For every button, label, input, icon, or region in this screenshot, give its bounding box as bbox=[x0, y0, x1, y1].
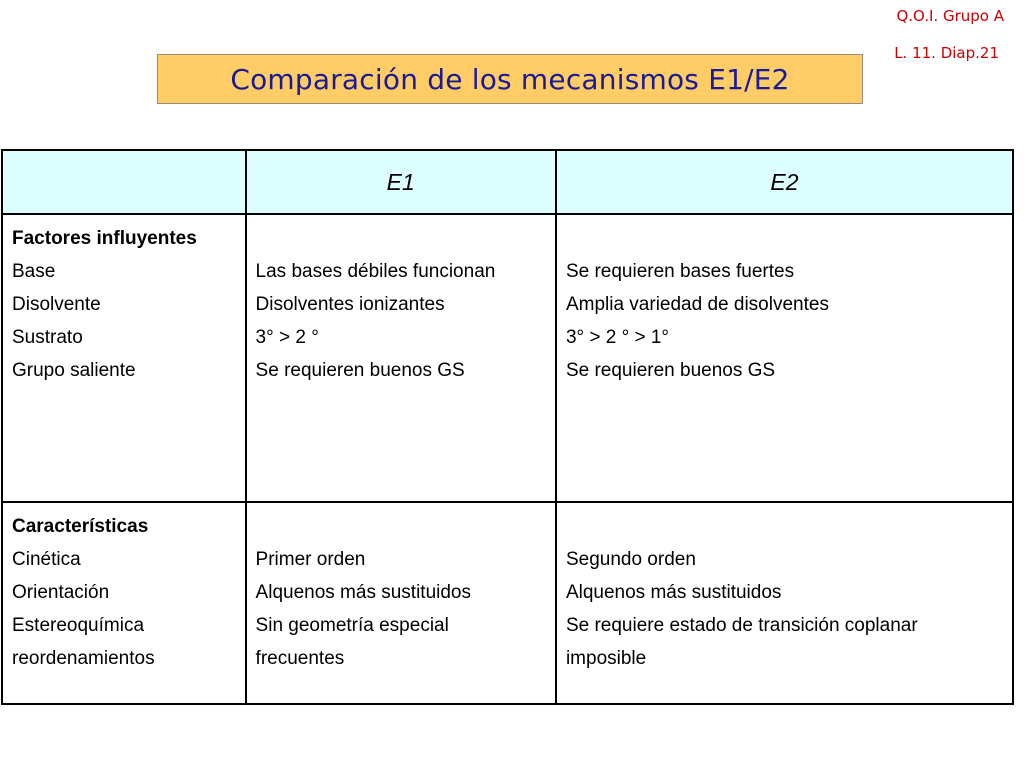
row-labels-cell bbox=[2, 502, 246, 704]
comparison-table bbox=[1, 149, 1014, 705]
e1-value: Disolventes ionizantes bbox=[255, 294, 445, 315]
header-cell-e2: E2 bbox=[556, 150, 1013, 214]
e2-value: Se requiere estado de transición coplanar bbox=[565, 615, 918, 636]
e2-value: 3° > 2 ° > 1° bbox=[565, 327, 670, 348]
e1-value: Primer orden bbox=[255, 549, 366, 570]
row-labels-cell bbox=[2, 214, 246, 502]
e2-value: Amplia variedad de disolventes bbox=[565, 294, 829, 315]
e1-values-cell bbox=[246, 214, 556, 502]
e2-value: Segundo orden bbox=[565, 549, 696, 570]
e1-value: Las bases débiles funcionan bbox=[255, 261, 496, 282]
row-label: Cinética bbox=[12, 549, 81, 570]
row-label: Disolvente bbox=[12, 294, 101, 315]
slide-course-label: Q.O.I. Grupo A bbox=[896, 7, 1004, 25]
header-cell-e1: E1 bbox=[246, 150, 556, 214]
row-label: Estereoquímica bbox=[12, 615, 145, 636]
e2-value: Se requieren buenos GS bbox=[565, 360, 776, 381]
row-label: reordenamientos bbox=[12, 648, 155, 669]
row-label: Sustrato bbox=[12, 327, 83, 348]
e1-value: Alquenos más sustituidos bbox=[255, 582, 471, 603]
row-label: Orientación bbox=[12, 582, 110, 603]
table-row-caracteristicas bbox=[2, 502, 1013, 704]
e2-values-cell bbox=[556, 502, 1013, 704]
e1-value: Se requieren buenos GS bbox=[255, 360, 465, 381]
slide-number-label: L. 11. Diap.21 bbox=[894, 44, 999, 62]
e2-value: imposible bbox=[565, 648, 647, 669]
e1-value: Sin geometría especial bbox=[255, 615, 449, 636]
e2-value: Se requieren bases fuertes bbox=[565, 261, 795, 282]
e2-value: Alquenos más sustituidos bbox=[565, 582, 782, 603]
header-cell-empty bbox=[2, 150, 246, 214]
slide-title: Comparación de los mecanismos E1/E2 bbox=[230, 62, 790, 96]
e1-value: frecuentes bbox=[255, 648, 345, 669]
row-heading: Factores influyentes bbox=[12, 228, 197, 249]
table-row-factores bbox=[2, 214, 1013, 502]
row-heading: Características bbox=[12, 516, 149, 537]
title-box bbox=[157, 54, 863, 104]
row-label: Grupo saliente bbox=[12, 360, 136, 381]
e2-values-cell bbox=[556, 214, 1013, 502]
e1-value: 3° > 2 ° bbox=[255, 327, 319, 348]
table-header-row bbox=[2, 150, 1013, 214]
row-label: Base bbox=[12, 261, 56, 282]
e1-values-cell bbox=[246, 502, 556, 704]
